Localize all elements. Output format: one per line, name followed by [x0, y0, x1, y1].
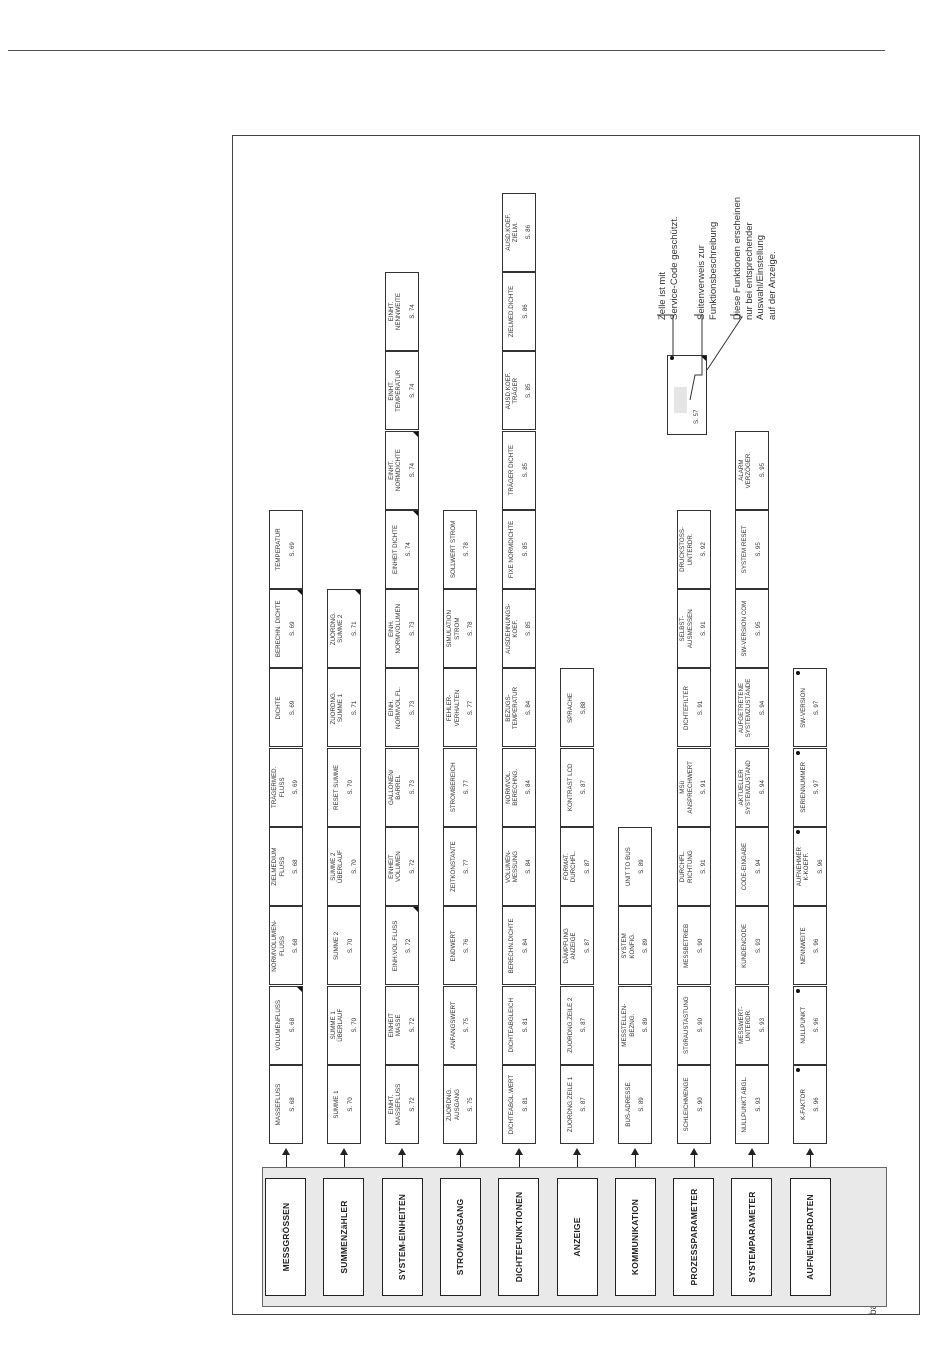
function-name: TEMPERATUR	[275, 528, 283, 571]
page-reference: S.88	[580, 701, 587, 715]
page-reference: S. 93	[754, 938, 762, 954]
page-reference: S. 91	[700, 780, 708, 795]
function-name: BERECHNG.	[511, 768, 519, 806]
page-reference: S. 75	[467, 1097, 475, 1112]
page-reference: S. 69	[288, 542, 296, 557]
function-name: DICHTEABGLEICH	[508, 998, 516, 1053]
page-reference: S. 85	[521, 542, 529, 557]
function-name: MESSBETRIEB	[683, 923, 691, 968]
function-name: K-KOEFF.	[803, 852, 811, 881]
page-reference: S. 85	[525, 383, 533, 399]
page-reference: S. 78	[463, 542, 471, 557]
page-reference: S. 95	[754, 621, 762, 636]
page-reference: S. 95	[754, 542, 762, 557]
page-reference: S. 91	[700, 621, 708, 636]
function-name: FORMAT.	[562, 853, 570, 880]
function-name: VOLUMEN	[395, 851, 403, 882]
page-reference: S. 87	[580, 1097, 587, 1112]
function-name: TRÄGERMED.	[271, 766, 279, 808]
page-reference: S. 68	[288, 1097, 296, 1112]
legend-sample-page: S. 57	[693, 409, 700, 424]
page-reference: S. 90	[696, 938, 704, 954]
function-name: BERECHN.DICHTE	[508, 918, 516, 974]
page-reference: S. 77	[463, 859, 471, 874]
legend-leader-lines	[232, 135, 920, 1315]
page-reference: S. 81	[521, 1097, 529, 1112]
function-name: EINH.	[387, 620, 395, 637]
function-name: SUMME 1	[333, 1090, 341, 1119]
function-name: NULLPUNKT ABGL.	[741, 1076, 749, 1133]
page-reference: S. 94	[754, 859, 762, 874]
group-label: PROZESSPARAMETER	[688, 1188, 699, 1286]
function-matrix	[232, 135, 920, 1315]
function-name: ZUORDNG.ZEILE 2	[566, 997, 574, 1053]
function-name: EINHEIT DICHTE	[391, 524, 399, 574]
group-label: SUMMENZäHLER	[338, 1200, 349, 1274]
function-name: AUSMESSEN	[686, 609, 694, 649]
function-name: SOLLWERT STROM	[449, 520, 457, 579]
function-name: AUSGANG	[453, 1089, 461, 1120]
page-reference: S. 72	[408, 1097, 416, 1112]
function-name: ANSPRECHWERT	[686, 761, 694, 814]
function-name: ÜBERLAUF	[337, 1008, 345, 1042]
page-reference: S. 90	[696, 1017, 704, 1033]
function-name: BERECHN. DICHTE	[275, 600, 283, 658]
page-reference: S. 91	[700, 859, 708, 874]
function-name: TEMPERATUR	[511, 686, 519, 730]
page-reference: S. 68	[288, 1017, 296, 1033]
function-name: VOLUMEN-	[504, 850, 512, 883]
page-reference: S. 93	[754, 1097, 762, 1112]
function-name: AUFNEHMER	[796, 847, 804, 887]
page-reference: S. 73	[408, 621, 416, 636]
function-name: MESSWERT-	[737, 1006, 745, 1044]
function-name: ENDWERT	[449, 930, 457, 962]
page-reference: S. 74	[408, 462, 416, 478]
group-label: KOMMUNIKATION	[630, 1198, 641, 1276]
function-name: VERHALTEN	[453, 689, 461, 727]
page-reference: S. 81	[521, 1017, 529, 1033]
page-reference: S. 72	[408, 859, 416, 874]
legend-note-conditional: Diese Funktionen erscheinen nur bei entsprechender Auswahl/Einstellung auf der Anzeige.	[732, 196, 778, 320]
page-reference: S. 90	[696, 1097, 704, 1112]
function-name: SIMULATION	[446, 610, 454, 648]
page-reference: S. 84	[521, 938, 529, 954]
function-name: SYSTEM	[621, 933, 629, 959]
function-name: AUSDEHNUNGS-	[504, 603, 512, 654]
function-name: RESET SUMME	[333, 764, 341, 810]
function-name: AUSD.KOEF.	[504, 372, 512, 410]
function-name: DICHTEFILTER	[683, 686, 691, 730]
function-name: SYSTEMZUSTÄNDE	[745, 678, 753, 738]
function-name: ZUORDNG.	[329, 691, 337, 725]
page-reference: S. 70	[346, 1097, 354, 1112]
function-name: VERZÖGER.	[745, 451, 753, 489]
function-name: NORMVOL.FL.	[395, 687, 403, 729]
page-reference: S. 74	[405, 542, 413, 557]
page-reference: S. 72	[405, 938, 413, 954]
function-name: SPRACHE	[566, 693, 574, 723]
function-name: BEZUGS-	[504, 694, 512, 722]
page-reference: S. 78	[467, 621, 475, 636]
function-name: DÄMPFUNG	[562, 928, 570, 964]
function-name: EINH.VOL.FLUSS	[391, 920, 399, 972]
page-reference: S. 96	[816, 859, 824, 874]
page-reference: S. 89	[642, 1017, 649, 1033]
function-name: SERIENNUMMER	[799, 761, 807, 813]
function-name: ZUORDNG.	[446, 1088, 454, 1121]
function-name: SUMME 1	[337, 693, 345, 723]
page-reference: S. 87	[580, 1017, 587, 1033]
page-reference: S. 89	[638, 859, 646, 874]
page-reference: S. 91	[696, 700, 704, 716]
function-name: SYSTEM RESET	[741, 525, 749, 574]
function-name: ZUORDNG.ZEILE 1	[566, 1076, 574, 1133]
page-reference: S. 97	[813, 780, 821, 795]
function-name: DURCHFL.	[570, 850, 578, 883]
page-reference: S. 87	[583, 859, 591, 874]
page-reference: S. 68	[292, 859, 300, 874]
page-reference: S. 94	[758, 780, 766, 795]
function-name: BUS-ADRESSE	[624, 1082, 632, 1127]
function-name: NENNWEITE	[799, 927, 807, 965]
function-name: SUMME 2	[333, 931, 341, 961]
function-name: MASSEFLUSS	[395, 1083, 403, 1126]
function-name: BARREL	[395, 774, 403, 800]
group-label: SYSTEM-EINHEITEN	[397, 1193, 408, 1281]
page-reference: S. 77	[467, 700, 475, 716]
function-name: DICHTE	[275, 696, 283, 720]
page-reference: S. 85	[521, 462, 529, 478]
function-name: FLUSS	[278, 856, 286, 877]
function-name: NORMDICHTE	[395, 449, 403, 492]
function-name: ZEITKONSTANTE	[449, 841, 457, 892]
function-name: AKTUELLER	[737, 769, 745, 806]
function-name: SYSTEMZUSTAND	[745, 760, 753, 815]
function-name: KOEF.	[511, 619, 519, 638]
page-reference: S. 70	[350, 1017, 358, 1033]
page-reference: S. 93	[758, 1017, 766, 1033]
page-reference: S. 87	[583, 938, 591, 954]
function-name: VOLUMENFLUSS	[275, 999, 283, 1051]
function-name: UNIT TO BUS	[624, 847, 632, 887]
page-reference: S. 84	[525, 780, 533, 795]
function-name: EINH.	[387, 699, 395, 717]
page-reference: S. 89	[638, 1097, 646, 1112]
group-label: AUFNEHMERDATEN	[805, 1194, 816, 1280]
function-name: NENNWEITE	[395, 292, 403, 331]
function-name: KONFIG.	[628, 933, 636, 959]
function-name: SUMME 1	[329, 1011, 337, 1040]
page-reference: S. 76	[463, 938, 471, 954]
function-name: NORMVOL.	[504, 770, 512, 804]
function-name: UNTERDR.	[686, 533, 694, 566]
page-reference: S. 73	[408, 700, 416, 716]
page-reference: S. 97	[813, 700, 821, 716]
function-name: EINHEIT	[387, 1013, 395, 1038]
function-name: DURCHFL.	[679, 850, 687, 883]
function-name: ANFANGSWERT	[449, 1001, 457, 1050]
function-name: ZUORDNG.	[329, 612, 337, 646]
function-name: UNTERDR.	[745, 1009, 753, 1042]
page-reference: S. 96	[813, 1017, 821, 1033]
function-name: ZIELMED.DICHTE	[508, 285, 516, 338]
function-name: STROMBEREICH	[449, 762, 457, 813]
page-reference: S. 87	[580, 780, 587, 795]
function-name: FLUSS	[278, 935, 286, 956]
page-reference: S. 70	[346, 938, 354, 954]
page-reference: S. 89	[642, 938, 649, 954]
function-name: ANZEIGE	[570, 932, 578, 960]
function-name: ZIELM.	[511, 222, 519, 243]
function-name: AUSD.KOEF.	[504, 213, 512, 251]
function-name: SW-VERSION	[799, 688, 807, 728]
page-reference: S. 86	[525, 224, 533, 240]
function-name: DRUCKSTOSS-	[679, 526, 687, 572]
page-reference: S. 70	[350, 859, 358, 874]
function-name: K-FAKTOR	[799, 1089, 807, 1120]
function-name: MASSEFLUSS	[275, 1083, 283, 1126]
function-name: SCHLEICHMENGE	[683, 1077, 691, 1132]
page-reference: S. 85	[525, 621, 533, 636]
function-name: KONTRAST LCD	[566, 763, 574, 812]
group-label: ANZEIGE	[572, 1217, 582, 1257]
page-reference: S. 95	[758, 462, 766, 478]
function-name: DICHTEABGL.WERT	[508, 1074, 516, 1135]
function-name: NULLPUNKT	[799, 1006, 807, 1044]
function-name: FEHLER-	[446, 694, 454, 722]
function-name: SELBST-	[679, 615, 687, 642]
page-reference: S. 70	[346, 780, 354, 795]
page-reference: S. 69	[288, 700, 296, 716]
page-reference: S. 92	[700, 542, 708, 557]
page-reference: S. 74	[408, 383, 416, 399]
function-name: SW-VERSION COM	[741, 600, 749, 657]
page-reference: S. 71	[350, 700, 358, 716]
page-reference: S. 69	[288, 621, 296, 636]
function-name: EINHT.	[387, 1094, 395, 1115]
function-name: MSü	[679, 780, 687, 794]
function-name: MESSTELLEN-	[621, 1003, 629, 1047]
page-reference: S. 86	[521, 304, 529, 319]
page-reference: S. 72	[408, 1017, 416, 1033]
function-name: ALARM	[737, 459, 745, 481]
page-reference: S. 73	[408, 780, 416, 795]
function-name: MASSE	[395, 1014, 403, 1037]
page-reference: S. 96	[813, 1097, 821, 1112]
page-reference: S. 84	[525, 700, 533, 716]
function-name: ZIELMEDIUM	[271, 847, 279, 886]
function-name: FLUSS	[278, 777, 286, 798]
function-name: NORMVOLUMEN	[395, 603, 403, 654]
page-reference: S. 69	[292, 780, 300, 795]
function-name: RICHTUNG	[686, 850, 694, 883]
legend-note-page-ref: Seitenverweis zur Funktionsbeschreibung	[696, 221, 719, 320]
function-name: BEZNG.	[628, 1013, 636, 1037]
function-name: KUNDENCODE	[741, 923, 749, 968]
function-name: FIXE NORMDICHTE	[508, 520, 516, 579]
function-name: STöRAUSTASTUNG	[683, 996, 691, 1055]
function-name: AUFGETRETENE	[737, 682, 745, 734]
page-reference: S. 75	[463, 1017, 471, 1033]
function-name: TRÄGER DICHTE	[508, 444, 516, 496]
page-reference: S. 96	[813, 938, 821, 954]
function-name: EINHEIT	[387, 854, 395, 879]
function-name: EINHT.	[387, 381, 395, 401]
top-rule	[8, 50, 885, 51]
group-label: STROMAUSGANG	[455, 1198, 466, 1276]
function-name: TRÄGER	[511, 377, 519, 404]
page-reference: S. 74	[408, 304, 416, 319]
page-reference: S. 84	[525, 859, 533, 874]
function-name: SUMME 2	[329, 852, 337, 881]
function-name: MESSUNG	[511, 850, 519, 883]
legend-note-protected: Zelle ist mit Service-Code geschützt.	[657, 216, 680, 320]
function-name: EINHT.	[387, 460, 395, 480]
group-label: SYSTEMPARAMETER	[746, 1191, 757, 1283]
page-reference: S. 68	[292, 938, 300, 954]
function-name: GALLONEN/	[387, 769, 395, 806]
function-name: CODE-EINGABE	[741, 842, 749, 891]
function-name: TEMPERATUR	[395, 369, 403, 412]
function-name: EINHT.	[387, 301, 395, 322]
page-reference: S. 94	[758, 700, 766, 716]
function-name: SUMME 2	[337, 614, 345, 643]
function-name: ÜBERLAUF	[337, 850, 345, 884]
group-label: DICHTEFUNKTIONEN	[513, 1191, 524, 1283]
page-reference: S. 71	[350, 621, 358, 636]
page-reference: S. 77	[463, 780, 471, 795]
group-label: MESSGRÖSSEN	[280, 1202, 291, 1272]
function-name: NORMVOLUMEN-	[271, 920, 279, 972]
function-name: STROM	[453, 617, 461, 640]
